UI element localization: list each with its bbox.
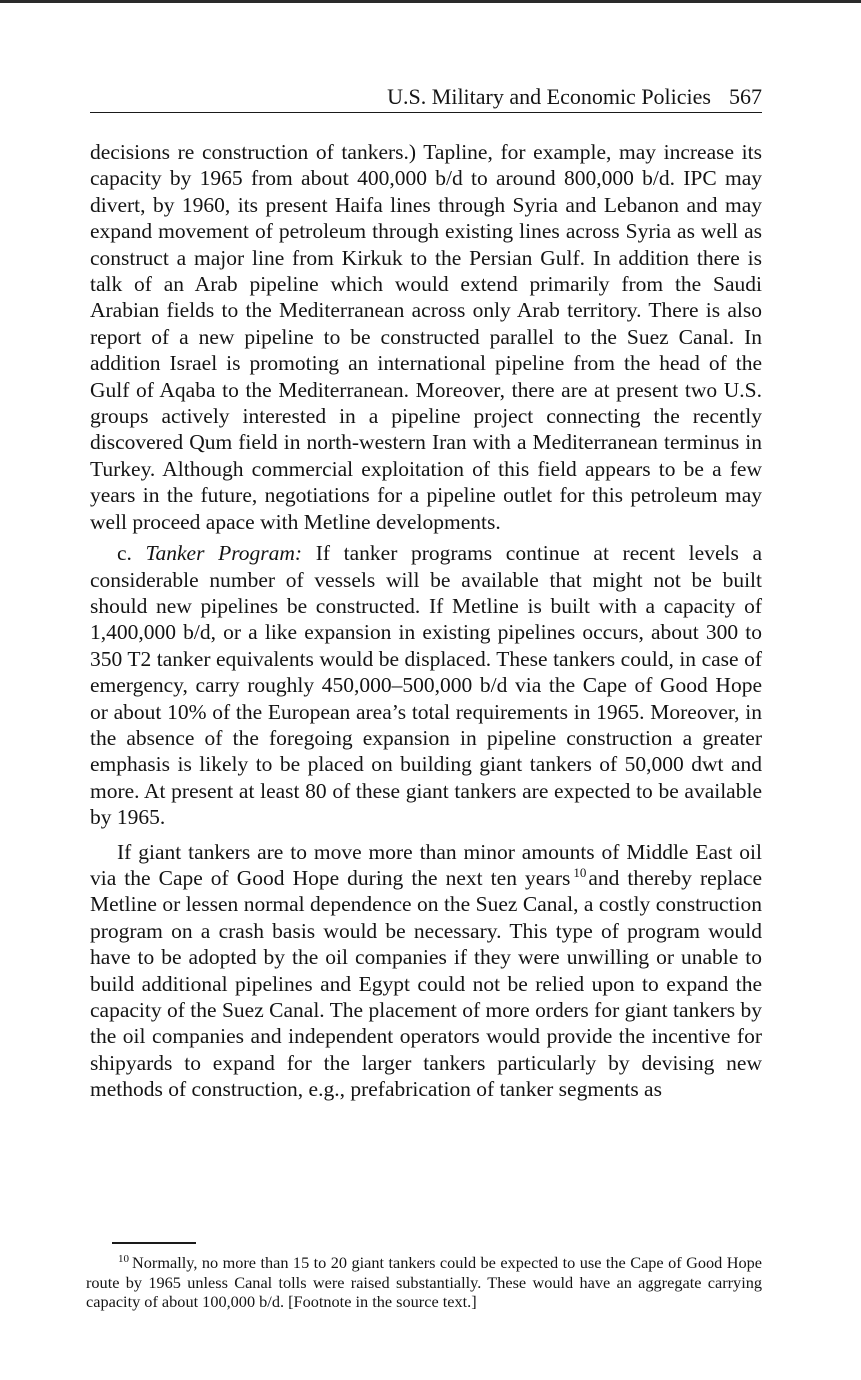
footnote-number: 10 (118, 1253, 129, 1265)
paragraph-1: decisions re construction of tankers.) Tapline, for example, may increase its capacity by 1965 from about 400,000 b/d to around 800,000 b/d. IPC may divert, by 1960, its present Haifa lines through Syria and Lebanon and may expand movement of petroleum through existing lines across Syria as well as construct a major line from Kirkuk to the Persian Gulf. In addition there is talk of an Arab pipeline which would extend primarily from the Saudi Arabian fields to the Mediterranean across only Arab territory. There is also report of a new pipeline to be constructed parallel to the Suez Canal. In addition Israel is promoting an international pipeline from the head of the Gulf of Aqaba to the Mediterranean. Moreover, there are at present two U.S. groups actively interested in a pipeline project connecting the recently discovered Qum field in north-western Iran with a Mediterranean terminus in Turkey. Although commercial exploitation of this field appears to be a few years in the future, negotiations for a pipeline outlet for this petroleum may well proceed apace with Metline developments. (90, 140, 762, 534)
top-border-rule (0, 0, 861, 3)
running-title: U.S. Military and Economic Policies (387, 84, 711, 109)
paragraph-3-text-b: and thereby replace Metline or lessen normal dependence on the Suez Canal, a costly construction program on a crash basis would be necessary. This type of program would have to be adopted by the oil companies if they were unwilling or unable to build additional pipelines and Egypt could not be relied upon to expand the capacity of the Suez Canal. The placement of more orders for giant tankers by the oil companies and independent operators would provide the incentive for shipyards to expand for the larger tankers particularly by devising new methods of construction, e.g., prefabrication of tanker segments as (90, 865, 762, 1102)
footnote-reference: 10 (573, 864, 587, 880)
paragraph-2-text: If tanker programs continue at recent levels a considerable number of vessels will be available that might not be built should new pipelines be constructed. If Metline is built with a capacity of 1,400,000 b/d, or a like expansion in existing pipelines occurs, about 300 to 350 T2 tanker equivalents would be displaced. These tankers could, in case of emergency, carry roughly 450,000–500,000 b/d via the Cape of Good Hope or about 10% of the European area’s total requirements in 1965. Moreover, in the absence of the foregoing expansion in pipeline construction a greater emphasis is likely to be placed on building giant tankers of 50,000 dwt and more. At present at least 80 of these giant tankers are expected to be available by 1965. (90, 541, 762, 830)
running-header (90, 84, 762, 113)
section-label: c. (117, 541, 146, 566)
body-text (90, 139, 762, 1103)
footnote-separator (112, 1242, 196, 1244)
footnote (86, 1253, 762, 1312)
paragraph-2 (90, 540, 762, 830)
paragraph-3-text-a: If giant tankers are to move more than minor amounts of Middle East oil via the Cape of Good Hope during the next ten years (90, 839, 762, 890)
paragraph-3 (90, 839, 762, 1103)
footnote-text: Normally, no more than 15 to 20 giant tankers could be expected to use the Cape of Good Hope route by 1965 unless Canal tolls were raised substantially. These would have an aggregate carrying capacity of about 100,000 b/d. [Footnote in the source text.] (86, 1253, 762, 1312)
section-heading-tanker-program: Tanker Program: (145, 541, 303, 566)
page-number: 567 (729, 84, 762, 109)
footnote-paragraph (86, 1253, 762, 1312)
